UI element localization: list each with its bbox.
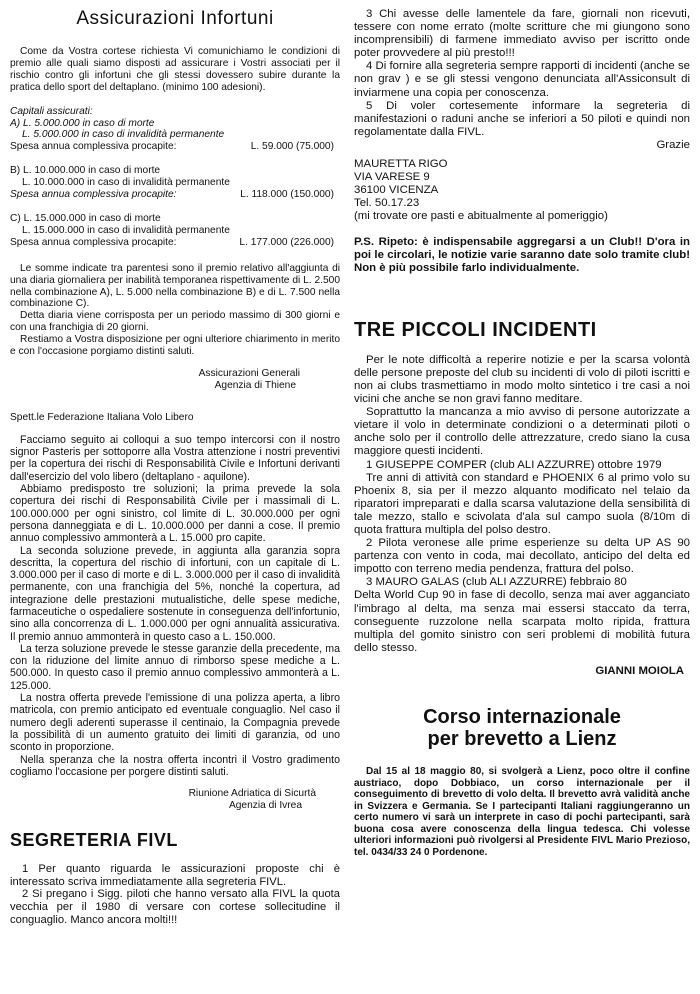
option-c-cost: L. 177.000 (226.000) <box>239 236 334 248</box>
incidents-intro: Per le note difficoltà a reperire notizie e per la scarsa volontà delle persone preposte del club su incidenti di volo di piloti iscritti e non ai clubs trasmettiamo in modo molto sintetico i tre casi a noi vicini che anche se non gravi fanno meditare. Soprattutto la mancanza a mio avviso di persone autorizzate a vietare il volo in determinate condizioni o a determinati piloti o anche solo per il controllo delle attrezzature, credo siano la cusa maggiore questi incidenti. 1 GIUSEPPE COMPER (club ALI AZZURRE) ottobre 1979 Tre anni di attività con standard e PHOENIX 6 al primo volo su Phoenix 8, sia per il mezzo alquanto modificato nel telaio da riparatori impreparati e dalla scarsa valutazione della sensibilità di tale mezzo, stallo e scivolata d'ala sul campo suola (8/10m di quota frattura multipla del polso destro. 2 Pilota veronese alle prime esperienze su delta UP AS 90 partenza con vento in coda, mai decollato, anticipo del delta ed impotto con terreno media pendenza, frattura del polso. 3 MAURO GALAS (club ALI AZZURRE) febbraio 80 Delta World Cup 90 in fase di decollo, senza mai aver agganciato l'imbrago al delta, ma senza mai essersi staccato da terra, conseguente ruzzolone nella scarpata molto ripida, frattura multipla del gomito sinistro con seri problemi di mobilità futura dello stesso. <box>354 353 690 654</box>
incident-2: 2 Pilota veronese alle prime esperienze su delta UP AS 90 partenza con vento in coda, mai decollato, anticipo del delta ed impotto con terreno media pendenza, frattura del polso. <box>354 537 690 576</box>
option-b: B) L. 10.000.000 in caso di morte L. 10.000.000 in caso di invalidità permanente Spesa annua complessiva procapite: L. 118.000 (150.000) <box>10 165 334 201</box>
left-column <box>10 0 340 926</box>
capitals-label: Capitali assicurati: <box>10 105 93 117</box>
signature-ras: Riunione Adriatica di Sicurtà Agenzia di Ivrea <box>188 788 316 812</box>
segreteria-items-cont: 3 Chi avesse delle lamentele da fare, giornali non ricevuti, tessere con nome errato (molte scritture che mi giungono sono incomprensibili) di farmene immediato avviso per iscritto onde poter provvedere al più presto!!! 4 Di fornire alla segreteria sempre rapporti di incidenti (anche se non grav ) e se gli stessi vengono denunciata all'Assiconsult di inviarmene una copia per conoscenza. 5 Di voler cortesemente informare la segreteria di manifestazioni o raduni anche se inferiori a 50 piloti e quindi non regolamentate dalla FIVL. <box>354 8 690 138</box>
contact-address: MAURETTA RIGO VIA VARESE 9 36100 VICENZA Tel. 50.17.23 (mi trovate ore pasti e abitualmente al pomeriggio) <box>354 158 608 223</box>
incident-3-body: Delta World Cup 90 in fase di decollo, senza mai aver agganciato l'imbrago al delta, ma senza mai essersi staccato da terra, conseguente ruzzolone nella scarpata molto ripida, frattura multipla del gomito sinistro con seri problemi di mobilità futura dello stesso. <box>354 589 690 654</box>
segreteria-items: 1 Per quanto riguarda le assicurazioni proposte chi è interessato scriva immediatamente alla segreteria FIVL. 2 Si pregano i Sigg. piloti che hanno versato alla FIVL la quota vecchia per il 1980 di versare con cortese sollecitudine il conguaglio. Manco ancora molti!!! <box>10 863 340 926</box>
postscript: P.S. Ripeto: è indispensabile aggregarsi a un Club!! D'ora in poi le circolari, le notizie varie saranno date solo tramite club! Non è più possibile farlo individualmente. <box>354 235 690 274</box>
segreteria-title: SEGRETERIA FIVL <box>10 830 178 851</box>
insurance-notes: Le somme indicate tra parentesi sono il premio relativo all'aggiunta di una diaria giornaliera per inabilità temporanea rispettivamente di L. 2.500 nella combinazione A), L. 5.000 nella combinazione B) e di L. 7.500 nella combinazione C). Detta diaria viene corrisposta per un periodo massimo di 300 giorni e con una franchigia di 20 giorni. Restiamo a Vostra disposizione per ogni ulteriore chiarimento in merito e con l'occasione porgiamo distinti saluti. <box>10 262 340 358</box>
option-c: C) L. 15.000.000 in caso di morte L. 15.000.000 in caso di invalidità permanente Spesa annua complessiva procapite: L. 177.000 (226.000) <box>10 212 334 248</box>
option-a-cost: L. 59.000 (75.000) <box>250 141 334 153</box>
letter-salutation: Spett.le Federazione Italiana Volo Libero <box>10 411 194 423</box>
course-text: Dal 15 al 18 maggio 80, si svolgerà a Lienz, poco oltre il confine austriaco, dopo Dobbiaco, un corso internazionale per il conseguimento di brevetto di volo delta. Il brevetto avrà validità anche in Svizzera e Germania. Se I partecipanti Italiani raggiungeranno un certo numero vi sarà un interprete in caso di pochi partecipanti, sarà buona cosa avere conoscenza della lingua tedesca. Chi volesse ulteriori informazioni può rivolgersi al Presidente FIVL Mario Prezioso, tel. 0434/33 24 0 Pordenone. <box>354 766 690 858</box>
incident-1-head: 1 GIUSEPPE COMPER (club ALI AZZURRE) ottobre 1979 <box>366 458 662 471</box>
author-name: GIANNI MOIOLA <box>595 664 684 677</box>
right-column <box>354 0 690 858</box>
letter-body: Facciamo seguito ai colloqui a suo tempo intercorsi con il nostro signor Pasteris per sottoporre alla Vostra attenzione i nostri preventivi per la copertura dei rischi di Responsabilità Civile e Infortuni derivanti dall'esercizio del volo libero (deltaplano - aquilone). Abbiamo predisposto tre soluzioni; la prima prevede la sola copertura dei rischi di Responsabilità Civile per i massimali di L. 100.000.000 per ogni sinistro, col limite di L. 30.000.000 per ogni persona danneggiata e di L. 10.000.000 per danni a cose. Il premio annuo complessivo ammonterà a L. 15.000 pro capite. La seconda soluzione prevede, in aggiunta alla garanzia sopra descritta, la copertura del rischio di infortuni, con un capitale di L. 3.000.000 per il caso di morte e di L. 3.000.000 per il caso di invalidità permanente, con una franchigia del 5%, nonché la copertura, ad integrazione delle prestazioni mutualistiche, delle spese mediche, farmaceutiche o ospedaliere sostenute in conseguenza dell'infortunio, sino alla concorrenza di L. 1.000.000 per ogni annualità assicurativa. Il premio annuo ammonterà in questo caso a L. 150.000. La terza soluzione prevede le stesse garanzie della precedente, ma con la riduzione del limite annuo di rimborso spese mediche a L. 500.000. In questo caso il premio annuo complessivo ammonterà a L. 125.000. La nostra offerta prevede l'emissione di una polizza aperta, a libro matricola, con premio anticipato ed eventuale conguaglio. Nel caso il numero degli aderenti superasse il centinaio, la Compagnia prevede la possibilità di un aumento gratuito dei limiti di garanzia, od uno sconto in proporzione. Nella speranza che la nostra offerta incontri il Vostro gradimento cogliamo l'occasione per porgere distinti saluti. <box>10 433 340 778</box>
incident-1-body: Tre anni di attività con standard e PHOENIX 6 al primo volo su Phoenix 8, sia per il mezzo alquanto modificato nel telaio da riparatori impreparati e dalla scarsa valutazione della sensibilità di tale mezzo, stallo e scivolata d'ala sul campo suola (8/10m di quota frattura multipla del polso destro. <box>354 471 690 536</box>
incident-3-head: 3 MAURO GALAS (club ALI AZZURRE) febbraio 80 <box>366 576 627 589</box>
signature-generali: Assicurazioni Generali Agenzia di Thiene <box>198 367 300 391</box>
course-title: Corso internazionale per brevetto a Lienz <box>423 706 621 751</box>
option-a: A) L. 5.000.000 in caso di morte L. 5.000.000 in caso di invalidità permanente Spesa annua complessiva procapite: L. 59.000 (75.000) <box>10 117 334 153</box>
option-b-cost: L. 118.000 (150.000) <box>240 189 334 201</box>
insurance-intro: Come da Vostra cortese richiesta Vi comunichiamo le condizioni di premio alle quali siamo disposti ad assicurare i Vostri associati per il rischio contro gli infortuni che gli stessi dovessero subire durante la pratica dello sport del deltaplano. (minimo 100 adesioni). <box>10 46 340 93</box>
grazie: Grazie <box>656 138 690 151</box>
incidents-title: TRE PICCOLI INCIDENTI <box>354 318 597 341</box>
insurance-title: Assicurazioni Infortuni <box>76 8 274 29</box>
